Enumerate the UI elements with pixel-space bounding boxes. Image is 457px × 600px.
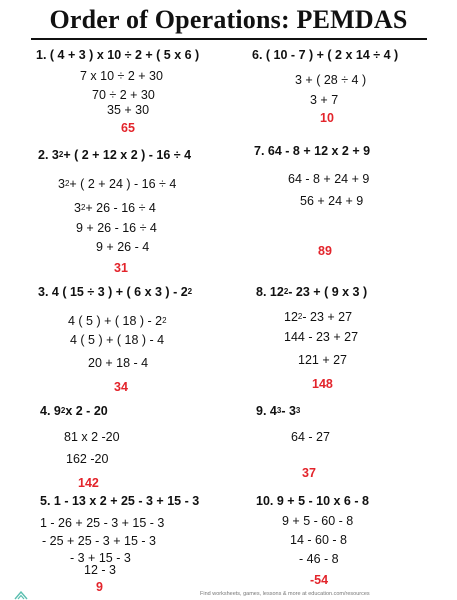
problem-8-question: 8. $12^2-$ 23 + ( 9 x 3 )	[256, 285, 368, 299]
title-underline	[31, 38, 427, 40]
page-title: Order of Operations: PEMDAS	[49, 5, 408, 34]
problem-10-step-2: 14 - 60 - 8	[290, 533, 347, 547]
problem-2-step-4: 9 + 26 - 4	[96, 240, 150, 254]
problem-5-step-2: - 25 + 25 - 3 + 15 - 3	[42, 534, 156, 548]
problem-4-step-1: 81 x 2 -20	[64, 430, 120, 444]
problem-7-step-1: 64 - 8 + 24 + 9	[288, 172, 370, 186]
problem-8-step-2: 144 - 23 + 27	[284, 330, 359, 344]
footer-link[interactable]: Find worksheets, games, lessons & more at education.com/resources	[200, 591, 370, 597]
problem-9-answer: 37	[302, 466, 316, 480]
problem-6-step-1: 3 + ( 28 ÷ 4 )	[295, 73, 367, 87]
problem-5-question: 5. 1 - 13 x 2 + 25 - 3 + 15 - 3	[40, 494, 200, 508]
problem-10-step-1: 9 + 5 - 60 - 8	[282, 514, 354, 528]
problem-8-step-1: $12^2-$ 23 + 27	[284, 310, 353, 324]
problem-1-question: 1. ( 4 + 3 ) x 10 ÷ 2 + ( 5 x 6 )	[36, 48, 200, 62]
problem-9-question: 9. $4^3-$ $3^3$	[256, 404, 301, 418]
publisher-logo-icon	[14, 591, 28, 600]
problem-5-step-3: - 3 + 15 - 3	[70, 551, 131, 565]
problem-3-step-2: 4 ( 5 ) + ( 18 ) - 4	[70, 333, 165, 347]
problem-5-step-4: 12 - 3	[84, 563, 116, 577]
problem-7-answer: 89	[318, 244, 332, 258]
problem-2-step-3: 9 + 26 - 16 ÷ 4	[76, 221, 157, 235]
problem-10-answer: -54	[310, 573, 329, 587]
problem-1-step-1: 7 x 10 ÷ 2 + 30	[80, 69, 163, 83]
problem-7-question: 7. 64 - 8 + 12 x 2 + 9	[254, 144, 371, 158]
problem-3-answer: 34	[114, 380, 128, 394]
problem-9-step-1: 64 - 27	[291, 430, 330, 444]
problem-6-step-2: 3 + 7	[310, 93, 339, 107]
problem-1-step-2: 70 ÷ 2 + 30	[92, 88, 155, 102]
problem-5-answer: 9	[96, 580, 103, 594]
problem-7-step-2: 56 + 24 + 9	[300, 194, 364, 208]
problem-8-answer: 148	[312, 377, 333, 391]
problem-10-step-3: - 46 - 8	[299, 552, 339, 566]
problem-3-step-3: 20 + 18 - 4	[88, 356, 149, 370]
problem-1-step-3: 35 + 30	[107, 103, 150, 117]
problem-5-step-1: 1 - 26 + 25 - 3 + 15 - 3	[40, 516, 165, 530]
problem-10-question: 10. 9 + 5 - 10 x 6 - 8	[256, 494, 369, 508]
problem-4-answer: 142	[78, 476, 99, 490]
problem-1-answer: 65	[121, 121, 135, 135]
problem-6-question: 6. ( 10 - 7 ) + ( 2 x 14 ÷ 4 )	[252, 48, 399, 62]
problem-2-step-1: $3^2+$ ( 2 + 24 ) - 16 ÷ 4	[58, 177, 177, 191]
problem-3-step-1: 4 ( 5 ) + ( 18 ) - $2^2$	[68, 314, 167, 328]
problem-6-answer: 10	[320, 111, 334, 125]
problem-2-step-2: $3^2+ 26 - 16 \div 4$	[74, 201, 156, 215]
problem-4-question: 4. $9^2x$ 2 - 20	[40, 404, 108, 418]
problem-3-question: 3. 4 ( 15 ÷ 3 ) + ( 6 x 3 ) - $2^2$	[38, 285, 193, 299]
problem-2-answer: 31	[114, 261, 128, 275]
problem-2-question: 2. $3^2+$ ( 2 + 12 x 2 ) - 16 ÷ 4	[38, 148, 192, 162]
problem-4-step-2: 162 -20	[66, 452, 109, 466]
problem-8-step-3: 121 + 27	[298, 353, 348, 367]
